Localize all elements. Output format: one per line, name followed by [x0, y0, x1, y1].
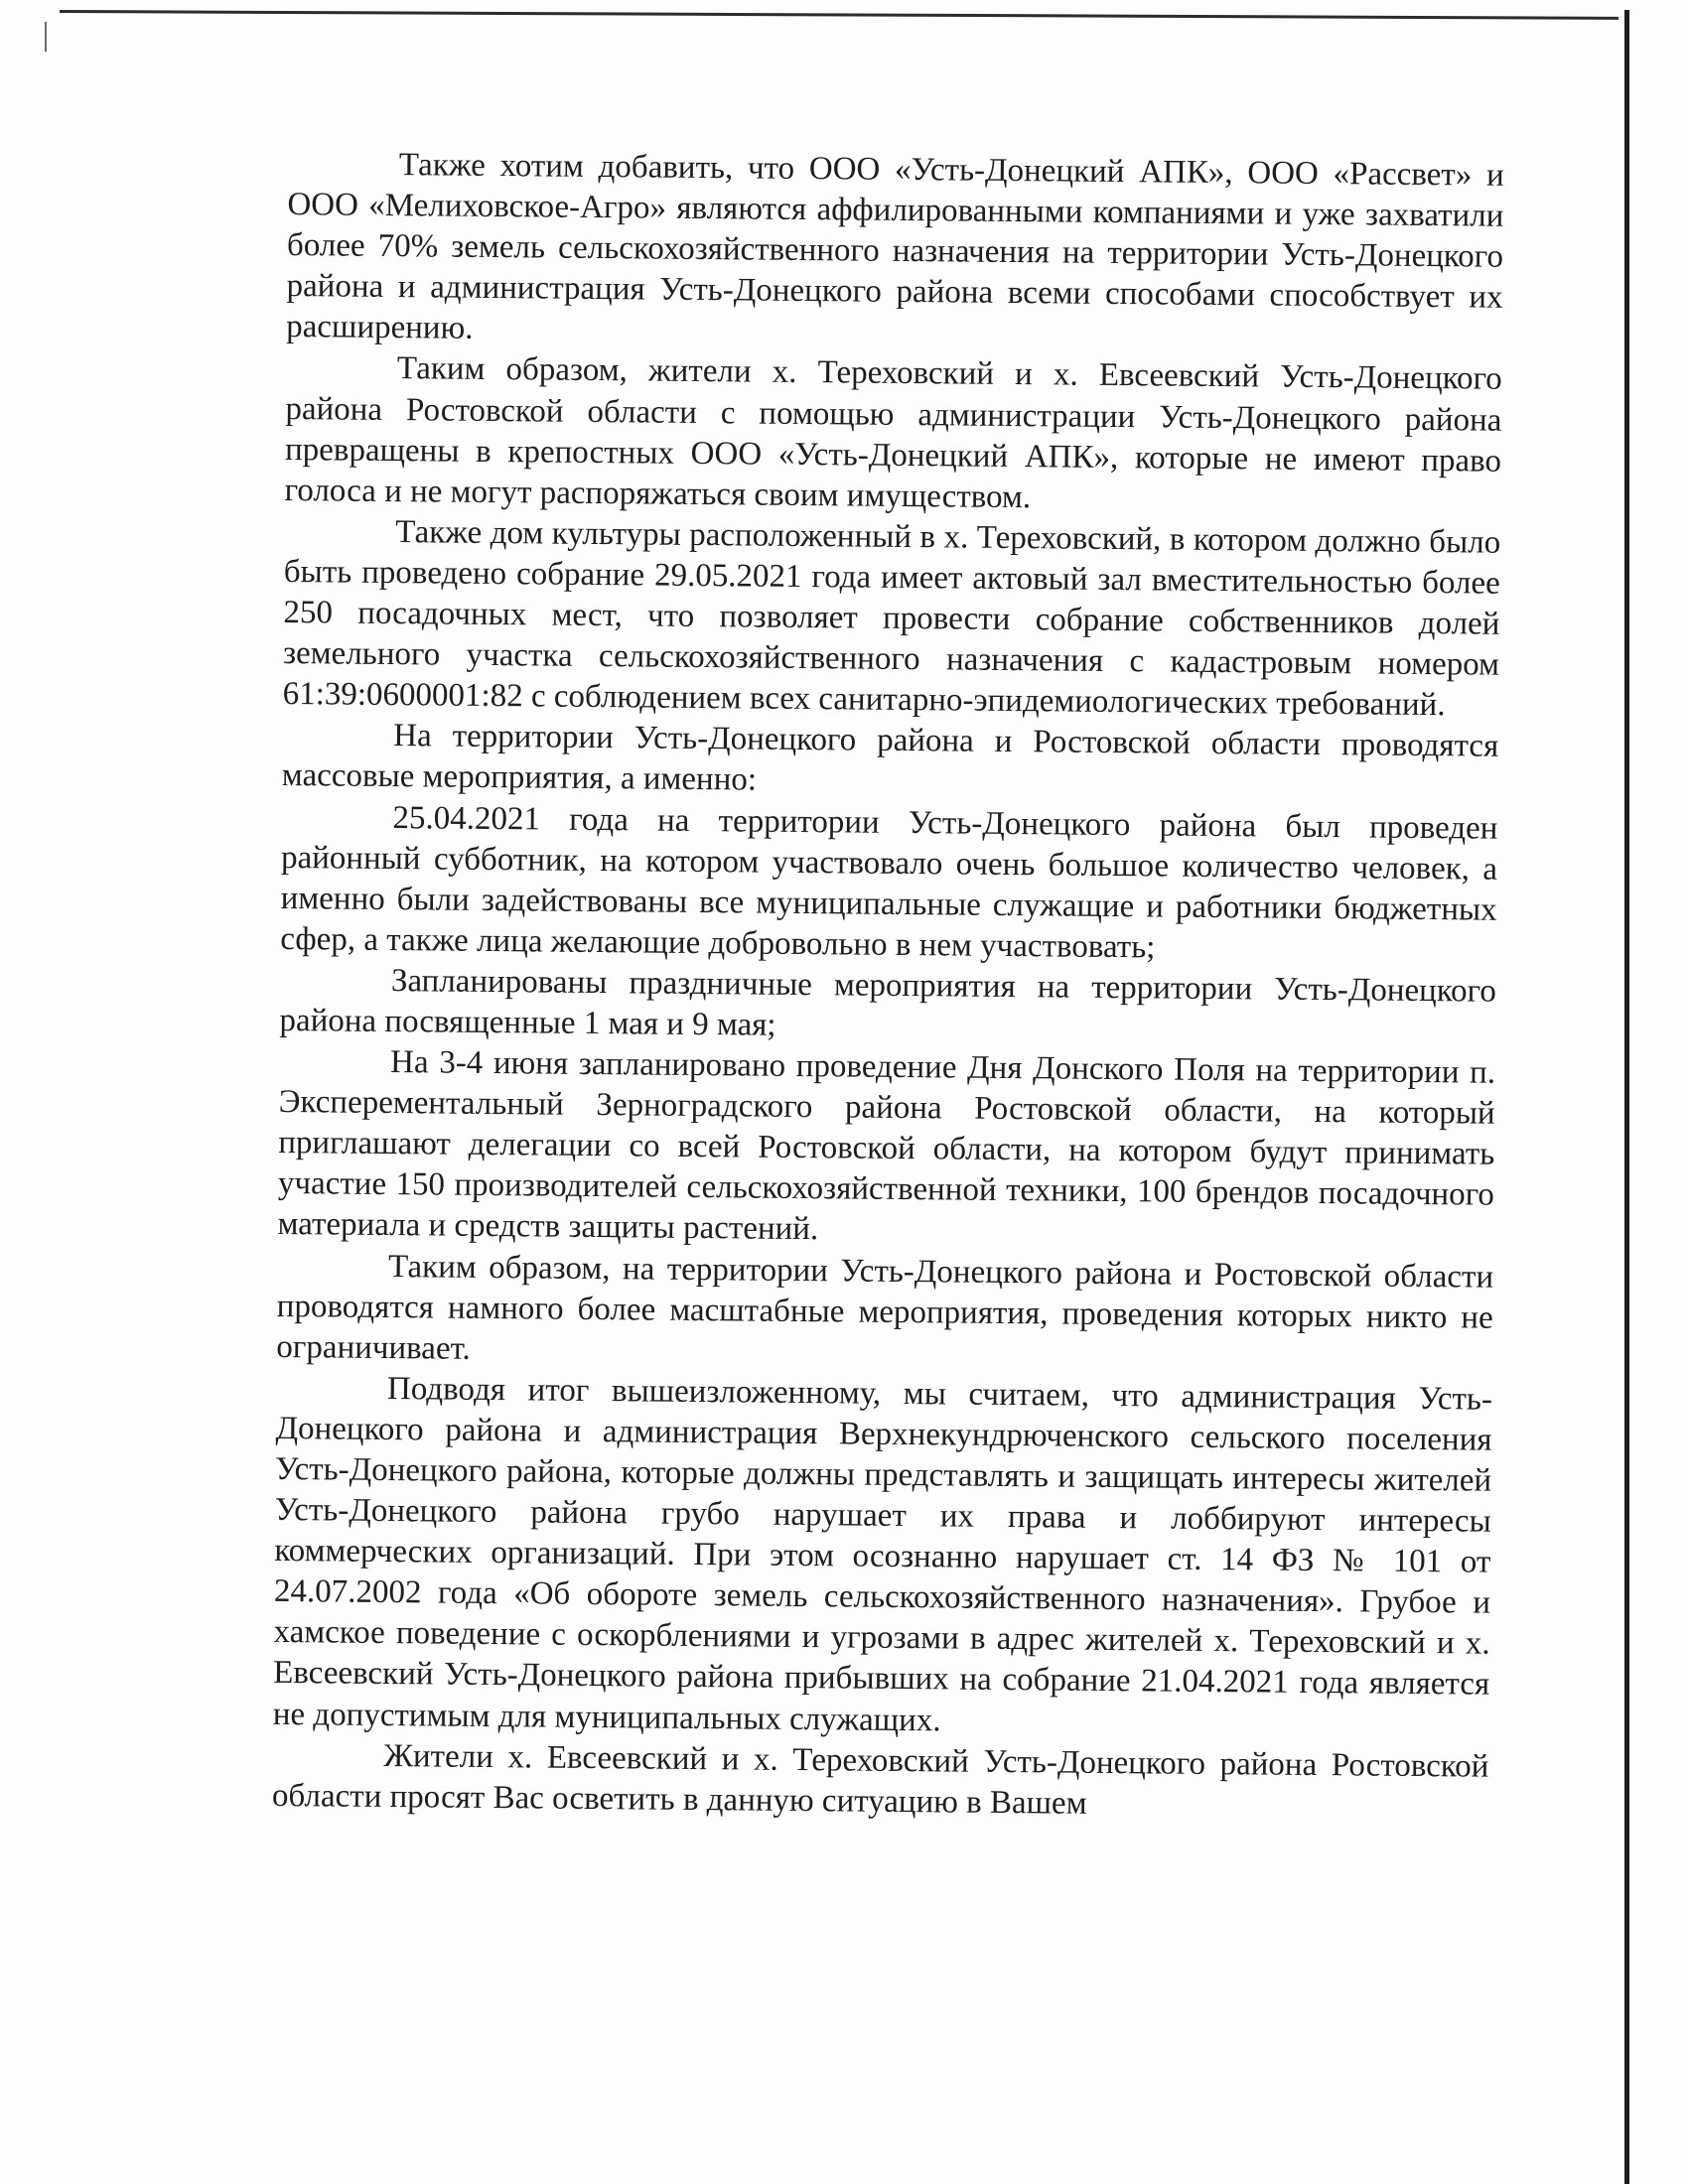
letter-body — [272, 144, 1504, 1829]
paragraph-mass-events-intro: На территории Усть-Донецкого района и Ростовской области проводятся массовые мероприятия, а именно: — [281, 718, 1499, 798]
paragraph-subbotnik: 25.04.2021 года на территории Усть-Донецкого района был проведен районный субботник, на котором участвовало очень большое количество человек, а именно были задействованы все муниципальные служащие и работники бюджетных сфер, а также лица желающие добровольно в нем участвовать; — [280, 799, 1498, 966]
scan-right-edge — [1624, 10, 1629, 2184]
paragraph-residents-serfs: Таким образом, жители х. Тереховский и х. Евсеевский Усть-Донецкого района Ростовской области с помощью администрации Усть-Донецкого района превращены в крепостных ООО «Усть-Донецкий АПК», которые не имеют право голоса и не могут распоряжаться своим имуществом. — [284, 350, 1502, 515]
paragraph-culture-house: Также дом культуры расположенный в х. Тереховский, в котором должно было быть проведено собрание 29.05.2021 года имеет актовый зал вместительностью более 250 посадочных мест, что позволяет провести собрание собственников долей земельного участка сельскохозяйственного назначения с кадастровым номером 61:39:0600001:82 с соблюдением всех санитарно-эпидемиологических требований. — [282, 513, 1501, 724]
paragraph-don-field-day: На 3-4 июня запланировано проведение Дня Донского Поля на территории п. Эксперементальный Зерноградского района Ростовской области, на который приглашают делегации со всей Ростовской области, на котором будут принимать участие 150 производителей сельскохозяйственной техники, 100 брендов посадочного материала и средств защиты растений. — [277, 1044, 1496, 1248]
paragraph-request: Жители х. Евсеевский и х. Тереховский Усть-Донецкого района Ростовской области просят Вас осветить в данную ситуацию в Вашем — [271, 1737, 1489, 1822]
paragraph-affiliated-companies: Также хотим добавить, что ООО «Усть-Донецкий АПК», ООО «Рассвет» и ООО «Мелиховское-Агро» являются аффилированными компаниями и уже захватили более 70% земель сельскохозяйственного назначения на территории Усть-Донецкого района и администрация Усть-Донецкого района всеми способами способствует их расширению. — [286, 147, 1504, 347]
paragraph-holidays: Запланированы праздничные мероприятия на территории Усть-Донецкого района посвященные 1 мая и 9 мая; — [279, 962, 1497, 1043]
paragraph-larger-events: Таким образом, на территории Усть-Донецкого района и Ростовской области проводятся намного более масштабные мероприятия, проведения которых никто не ограничивает. — [276, 1248, 1494, 1367]
scan-corner-mark — [45, 22, 47, 52]
paragraph-conclusion: Подводя итог вышеизложенному, мы считаем, что администрация Усть-Донецкого района и администрация Верхнекундрюченского сельского поселения Усть-Донецкого района, которые должны представлять и защищать интересы жителей Усть-Донецкого района грубо нарушает их права и лоббируют интересы коммерческих организаций. При этом осознанно нарушает ст. 14 ФЗ № 101 от 24.07.2002 года «Об обороте земель сельскохозяйственного назначения». Грубое и хамское поведение с оскорблениями и угрозами в адрес жителей х. Тереховский и х. Евсеевский Усть-Донецкого района прибывших на собрание 21.04.2021 года является не допустимым для муниципальных служащих. — [272, 1370, 1493, 1738]
scan-top-edge — [60, 10, 1618, 20]
